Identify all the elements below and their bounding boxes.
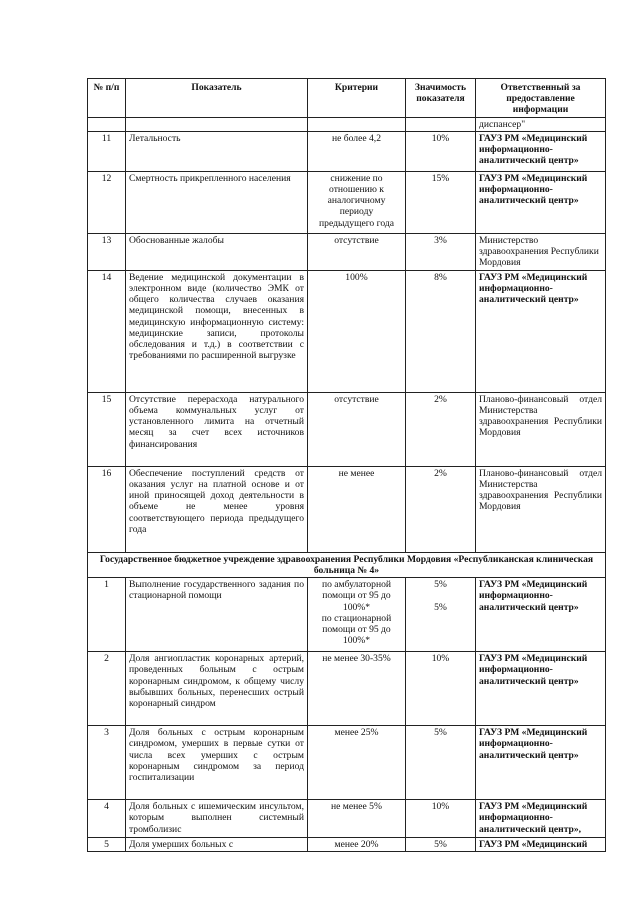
criteria-stationary: по стационарной помощи от 95 до 100%* xyxy=(321,612,392,647)
row-criteria: отсутствие xyxy=(308,233,406,270)
row-num: 5 xyxy=(88,838,126,852)
row-criteria: снижение по отношению к аналогичному периоду предыдущего года xyxy=(308,171,406,233)
row-responsible: ГАУЗ РМ «Медицинский информационно-аналитический центр» xyxy=(476,270,606,392)
table-row xyxy=(88,392,606,466)
row-significance: 5% xyxy=(406,838,476,852)
row-criteria: менее 20% xyxy=(308,838,406,852)
table-row xyxy=(88,800,606,838)
row-responsible: ГАУЗ РМ «Медицинский информационно-аналитический центр» xyxy=(476,171,606,233)
criteria-ambulatory: по амбулаторной помощи от 95 до 100%* xyxy=(321,579,392,613)
row-criteria: менее 25% xyxy=(308,726,406,800)
row-indicator: Доля ангиопластик коронарных артерий, проведенных больным с острым коронарным синдромом, к общему числу выбывших больных, перенесших острый коронарный синдром xyxy=(126,652,308,726)
row-num: 14 xyxy=(88,270,126,392)
row-criteria: 100% xyxy=(308,270,406,392)
row-indicator: Смертность прикрепленного населения xyxy=(126,171,308,233)
row-indicator: Доля больных с острым коронарным синдромом, умерших в первые сутки от числа всех умерших с острым коронарным синдромом за период госпитализации xyxy=(126,726,308,800)
row-responsible: ГАУЗ РМ «Медицинский информационно-аналитический центр» xyxy=(476,652,606,726)
indicators-table xyxy=(87,78,606,852)
row-indicator: Отсутствие перерасхода натурального объема коммунальных услуг от установленного лимита на отчетный месяц за счет всех источников финансирования xyxy=(126,392,308,466)
row-significance: 5% xyxy=(406,726,476,800)
row-criteria: не менее 5% xyxy=(308,800,406,838)
row-responsible: ГАУЗ РМ «Медицинский информационно-аналитический центр» xyxy=(476,131,606,171)
table-row xyxy=(88,578,606,652)
header-significance: Значимость показателя xyxy=(406,79,476,118)
row-responsible: Министерство здравоохранения Республики Мордовия xyxy=(476,233,606,270)
row-significance: 10% xyxy=(406,652,476,726)
section-title: Государственное бюджетное учреждение здравоохранения Республики Мордовия «Республиканская клиническая больница № 4» xyxy=(88,552,606,577)
row-num: 11 xyxy=(88,131,126,171)
row-num: 15 xyxy=(88,392,126,466)
table-row xyxy=(88,233,606,270)
table-row xyxy=(88,270,606,392)
significance-ambulatory: 5% xyxy=(434,579,447,591)
row-significance: 3% xyxy=(406,233,476,270)
row-num: 2 xyxy=(88,652,126,726)
row-criteria: не менее xyxy=(308,466,406,552)
continuation-text: диспансер" xyxy=(476,117,606,131)
significance-stationary: 5% xyxy=(434,602,447,614)
table-row xyxy=(88,726,606,800)
table-row xyxy=(88,466,606,552)
row-num: 16 xyxy=(88,466,126,552)
row-responsible: ГАУЗ РМ «Медицинский информационно-аналитический центр» xyxy=(476,726,606,800)
row-significance: 15% xyxy=(406,171,476,233)
header-responsible: Ответственный за предоставление информации xyxy=(476,79,606,118)
row-significance: 2% xyxy=(406,466,476,552)
row-significance xyxy=(406,578,476,652)
row-responsible: ГАУЗ РМ «Медицинский информационно-аналитический центр» xyxy=(476,578,606,652)
table-row xyxy=(88,171,606,233)
table-row xyxy=(88,838,606,852)
row-significance: 2% xyxy=(406,392,476,466)
row-criteria: не более 4,2 xyxy=(308,131,406,171)
row-significance: 8% xyxy=(406,270,476,392)
header-indicator: Показатель xyxy=(126,79,308,118)
row-num: 3 xyxy=(88,726,126,800)
row-indicator: Обеспечение поступлений средств от оказания услуг на платной основе и от иной приносящей доход деятельности в объеме не менее уровня соответствующего периода предыдущего года xyxy=(126,466,308,552)
row-significance: 10% xyxy=(406,800,476,838)
table-header-row xyxy=(88,79,606,118)
row-responsible: Планово-финансовый отдел Министерства здравоохранения Республики Мордовия xyxy=(476,466,606,552)
section-header-row xyxy=(88,552,606,577)
header-criteria: Критерии xyxy=(308,79,406,118)
row-indicator: Летальность xyxy=(126,131,308,171)
row-indicator: Ведение медицинской документации в электронном виде (количество ЭМК от общего количества случаев оказания медицинской помощи, внесенных в медицинскую информационную систему: медицинские записи, протоколы обследования и т.д.) в соответствии с требованиями по расширенной выгрузке xyxy=(126,270,308,392)
row-criteria: отсутствие xyxy=(308,392,406,466)
table-row xyxy=(88,652,606,726)
row-indicator: Доля больных с ишемическим инсультом, которым выполнен системный тромболизис xyxy=(126,800,308,838)
row-indicator: Выполнение государственного задания по стационарной помощи xyxy=(126,578,308,652)
row-criteria: не менее 30-35% xyxy=(308,652,406,726)
row-num: 1 xyxy=(88,578,126,652)
row-num: 13 xyxy=(88,233,126,270)
row-num: 12 xyxy=(88,171,126,233)
row-criteria xyxy=(308,578,406,652)
row-indicator: Обоснованные жалобы xyxy=(126,233,308,270)
row-num: 4 xyxy=(88,800,126,838)
header-num: № п/п xyxy=(88,79,126,118)
continuation-row xyxy=(88,117,606,131)
table-row xyxy=(88,131,606,171)
row-responsible: Планово-финансовый отдел Министерства здравоохранения Республики Мордовия xyxy=(476,392,606,466)
row-responsible: ГАУЗ РМ «Медицинский информационно-аналитический центр», xyxy=(476,800,606,838)
row-significance: 10% xyxy=(406,131,476,171)
row-responsible: ГАУЗ РМ «Медицинский xyxy=(476,838,606,852)
row-indicator: Доля умерших больных с xyxy=(126,838,308,852)
